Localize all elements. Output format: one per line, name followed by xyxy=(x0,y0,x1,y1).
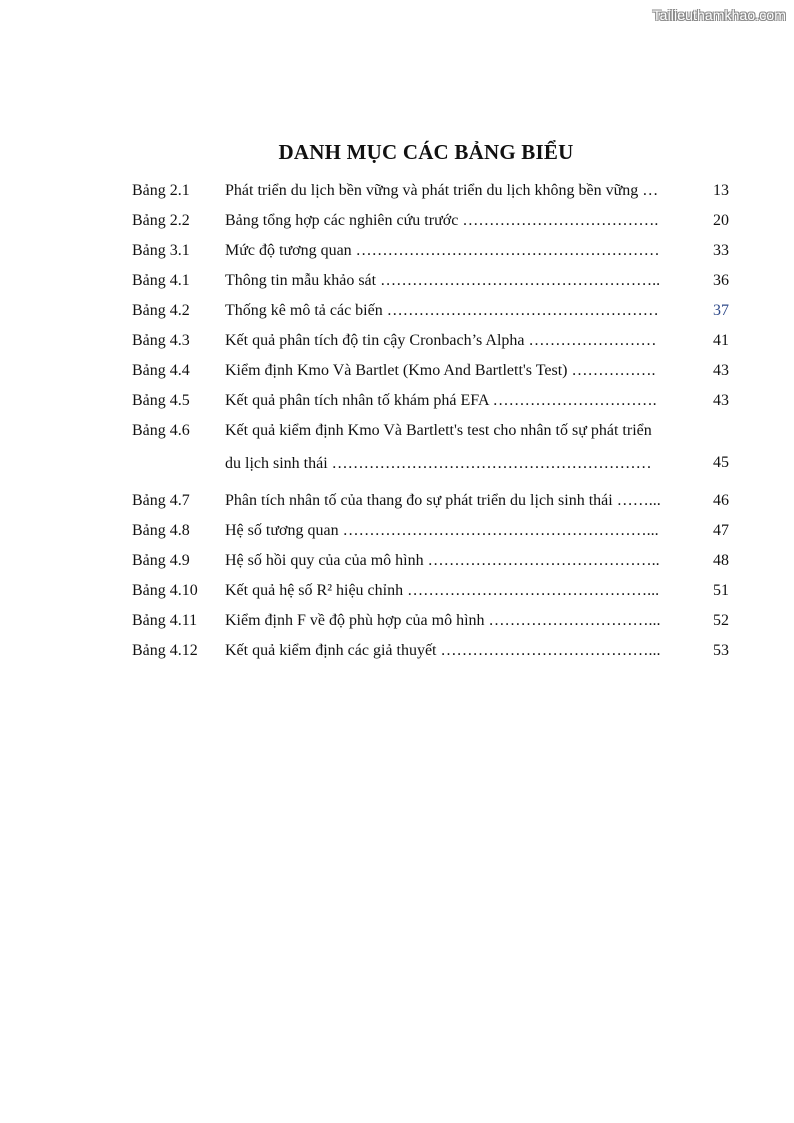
toc-entry-title: Kết quả hệ số R² hiệu chỉnh ………………………………………... xyxy=(225,582,660,599)
toc-entry-page: 41 xyxy=(713,332,729,349)
toc-entry-page: 47 xyxy=(713,522,729,539)
toc-entry-2-1[interactable] xyxy=(132,178,732,208)
toc-entry-number: Bảng 3.1 xyxy=(132,242,190,259)
toc-entry-number: Bảng 4.3 xyxy=(132,332,190,349)
toc-entry-page: 46 xyxy=(713,492,729,509)
toc-entry-title-line-2: du lịch sinh thái …………………………………………………… xyxy=(225,455,652,472)
toc-entry-4-9[interactable] xyxy=(132,548,732,578)
toc-entry-page: 51 xyxy=(713,582,729,599)
toc-entry-title: Kiểm định F về độ phù hợp của mô hình …………………………... xyxy=(225,612,661,629)
toc-entry-4-5[interactable] xyxy=(132,388,732,418)
toc-entry-4-4[interactable] xyxy=(132,358,732,388)
toc-entry-4-11[interactable] xyxy=(132,608,732,638)
toc-entry-4-6[interactable] xyxy=(132,418,732,488)
toc-entry-title: Kết quả kiểm định các giả thuyết …………………………………... xyxy=(225,642,661,659)
toc-entry-number: Bảng 4.5 xyxy=(132,392,190,409)
toc-entry-title: Kết quả phân tích nhân tố khám phá EFA …………………………. xyxy=(225,392,657,409)
toc-entry-3-1[interactable] xyxy=(132,238,732,268)
toc-entry-title: Kiểm định Kmo Và Bartlet (Kmo And Bartlett's Test) ……………. xyxy=(225,362,656,379)
toc-entry-4-7[interactable] xyxy=(132,488,732,518)
toc-entry-number: Bảng 4.12 xyxy=(132,642,198,659)
toc-entry-number: Bảng 2.1 xyxy=(132,182,190,199)
toc-entry-title: Bảng tổng hợp các nghiên cứu trước ………………………………. xyxy=(225,212,659,229)
toc-entry-page: 36 xyxy=(713,272,729,289)
toc-entry-number: Bảng 4.9 xyxy=(132,552,190,569)
toc-entry-number: Bảng 2.2 xyxy=(132,212,190,229)
page-title: DANH MỤC CÁC BẢNG BIỂU xyxy=(278,140,574,164)
toc-entry-title-line-1: Kết quả kiểm định Kmo Và Bartlett's test cho nhân tố sự phát triển xyxy=(225,422,652,439)
toc-entry-page-link[interactable]: 37 xyxy=(713,302,729,319)
toc-entry-4-12[interactable] xyxy=(132,638,732,668)
toc-entry-title: Hệ số tương quan …………………………………………………... xyxy=(225,522,659,539)
toc-entry-number: Bảng 4.6 xyxy=(132,422,190,439)
toc-entry-page: 53 xyxy=(713,642,729,659)
toc-entry-page: 43 xyxy=(713,392,729,409)
toc-entry-title: Kết quả phân tích độ tin cậy Cronbach’s Alpha …………………… xyxy=(225,332,657,349)
table-of-tables-list xyxy=(132,178,732,668)
toc-entry-number: Bảng 4.7 xyxy=(132,492,190,509)
toc-entry-page: 13 xyxy=(713,182,729,199)
toc-entry-number: Bảng 4.8 xyxy=(132,522,190,539)
toc-entry-number: Bảng 4.4 xyxy=(132,362,190,379)
toc-entry-4-3[interactable] xyxy=(132,328,732,358)
toc-entry-4-2[interactable] xyxy=(132,298,732,328)
toc-entry-page: 52 xyxy=(713,612,729,629)
toc-entry-number: Bảng 4.10 xyxy=(132,582,198,599)
toc-entry-page: 45 xyxy=(713,454,729,471)
toc-entry-title: Mức độ tương quan ………………………………………………… xyxy=(225,242,660,259)
toc-entry-4-10[interactable] xyxy=(132,578,732,608)
toc-entry-page: 20 xyxy=(713,212,729,229)
toc-entry-2-2[interactable] xyxy=(132,208,732,238)
toc-entry-page: 33 xyxy=(713,242,729,259)
watermark-text: Tailieuthamkhao.com xyxy=(652,7,786,23)
toc-entry-page: 43 xyxy=(713,362,729,379)
toc-entry-title: Phân tích nhân tố của thang đo sự phát triển du lịch sinh thái ……... xyxy=(225,492,661,509)
toc-entry-title: Thông tin mẫu khảo sát …………………………………………….. xyxy=(225,272,661,289)
toc-entry-4-1[interactable] xyxy=(132,268,732,298)
toc-entry-title: Thống kê mô tả các biến …………………………………………… xyxy=(225,302,659,319)
toc-entry-number: Bảng 4.2 xyxy=(132,302,190,319)
toc-entry-page: 48 xyxy=(713,552,729,569)
toc-entry-number: Bảng 4.1 xyxy=(132,272,190,289)
toc-entry-title xyxy=(225,418,732,479)
toc-entry-title: Phát triển du lịch bền vững và phát triển du lịch không bền vững … xyxy=(225,182,659,199)
toc-entry-title: Hệ số hồi quy của của mô hình …………………………………….. xyxy=(225,552,660,569)
toc-entry-4-8[interactable] xyxy=(132,518,732,548)
toc-entry-number: Bảng 4.11 xyxy=(132,612,198,629)
